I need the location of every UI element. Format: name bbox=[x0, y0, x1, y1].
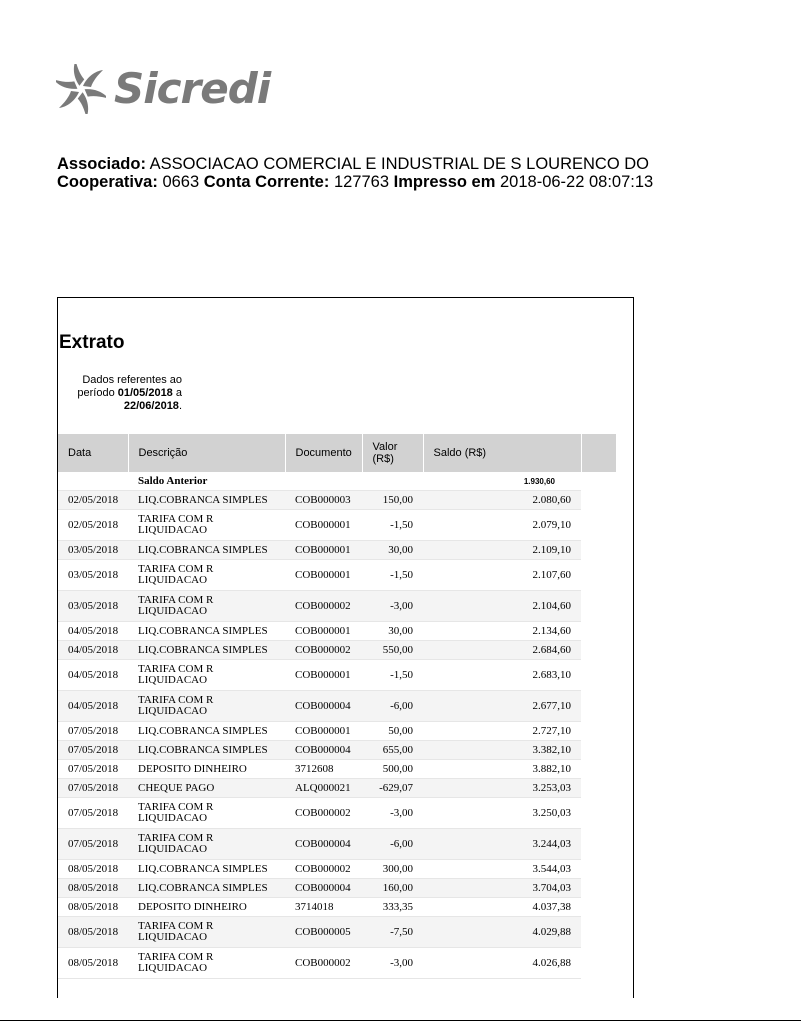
col-header-saldo: Saldo (R$) bbox=[423, 434, 581, 472]
cell-descricao: TARIFA COM R LIQUIDACAO bbox=[128, 917, 285, 948]
cell-valor: -3,00 bbox=[362, 798, 423, 829]
cell-saldo: 3.253,03 bbox=[423, 779, 581, 798]
cell-data: 04/05/2018 bbox=[58, 622, 128, 641]
cell-data: 02/05/2018 bbox=[58, 491, 128, 510]
table-row bbox=[58, 741, 616, 760]
table-row bbox=[58, 917, 616, 948]
cell-descricao: LIQ.COBRANCA SIMPLES bbox=[128, 879, 285, 898]
cell-valor: -7,50 bbox=[362, 917, 423, 948]
cell-documento: COB000004 bbox=[285, 879, 362, 898]
cell-documento: COB000001 bbox=[285, 541, 362, 560]
cell-data: 04/05/2018 bbox=[58, 691, 128, 722]
cell-valor: 500,00 bbox=[362, 760, 423, 779]
cell-valor: 30,00 bbox=[362, 622, 423, 641]
associado-label: Associado: bbox=[57, 155, 146, 173]
cell-documento: COB000002 bbox=[285, 860, 362, 879]
cell-saldo: 4.029,88 bbox=[423, 917, 581, 948]
cell-saldo: 3.882,10 bbox=[423, 760, 581, 779]
col-header-data: Data bbox=[58, 434, 128, 472]
cell-documento: COB000002 bbox=[285, 948, 362, 979]
cell-data: 08/05/2018 bbox=[58, 948, 128, 979]
cell-valor: 150,00 bbox=[362, 491, 423, 510]
cell-data: 03/05/2018 bbox=[58, 560, 128, 591]
cell-documento: COB000003 bbox=[285, 491, 362, 510]
period-line1: Dados referentes ao bbox=[82, 374, 182, 386]
cell-descricao: LIQ.COBRANCA SIMPLES bbox=[128, 641, 285, 660]
page-bottom-rule bbox=[0, 1020, 801, 1021]
cell-blank bbox=[581, 691, 616, 722]
table-row bbox=[58, 560, 616, 591]
period-line2 bbox=[66, 387, 182, 400]
cell-saldo: 2.134,60 bbox=[423, 622, 581, 641]
cell-data: 03/05/2018 bbox=[58, 541, 128, 560]
cell-documento: COB000005 bbox=[285, 917, 362, 948]
cell-blank bbox=[581, 660, 616, 691]
cell-saldo: 3.244,03 bbox=[423, 829, 581, 860]
impresso-value: 2018-06-22 08:07:13 bbox=[500, 173, 654, 191]
cell-valor: -629,07 bbox=[362, 779, 423, 798]
cell-documento: COB000002 bbox=[285, 641, 362, 660]
table-row bbox=[58, 879, 616, 898]
cell-descricao: TARIFA COM R LIQUIDACAO bbox=[128, 660, 285, 691]
cell-saldo: 2.104,60 bbox=[423, 591, 581, 622]
account-info bbox=[57, 155, 653, 191]
cell-data: 07/05/2018 bbox=[58, 798, 128, 829]
saldo-anterior-row bbox=[58, 472, 616, 491]
table-row bbox=[58, 722, 616, 741]
table-row bbox=[58, 779, 616, 798]
cell-documento: 3714018 bbox=[285, 898, 362, 917]
cell-descricao: LIQ.COBRANCA SIMPLES bbox=[128, 860, 285, 879]
cell-valor: -6,00 bbox=[362, 829, 423, 860]
cell-documento: COB000004 bbox=[285, 741, 362, 760]
cell-valor: 160,00 bbox=[362, 879, 423, 898]
statement-table bbox=[58, 434, 616, 979]
period-info bbox=[66, 374, 182, 413]
cell-saldo: 2.684,60 bbox=[423, 641, 581, 660]
cell-documento: COB000001 bbox=[285, 660, 362, 691]
cell-blank bbox=[581, 779, 616, 798]
table-row bbox=[58, 510, 616, 541]
cell-valor: 655,00 bbox=[362, 741, 423, 760]
table-row bbox=[58, 691, 616, 722]
cell-documento: ALQ000021 bbox=[285, 779, 362, 798]
cell-blank bbox=[581, 622, 616, 641]
col-header-documento: Documento bbox=[285, 434, 362, 472]
cell-descricao: TARIFA COM R LIQUIDACAO bbox=[128, 691, 285, 722]
cell-documento: COB000001 bbox=[285, 510, 362, 541]
cell-saldo: 4.037,38 bbox=[423, 898, 581, 917]
cell-descricao: LIQ.COBRANCA SIMPLES bbox=[128, 722, 285, 741]
cell-documento: COB000001 bbox=[285, 560, 362, 591]
cell-documento: 3712608 bbox=[285, 760, 362, 779]
cell-data: 04/05/2018 bbox=[58, 641, 128, 660]
cell-documento: COB000002 bbox=[285, 798, 362, 829]
cell-descricao: LIQ.COBRANCA SIMPLES bbox=[128, 622, 285, 641]
conta-label: Conta Corrente: bbox=[203, 173, 330, 191]
saldo-anterior-spacer bbox=[58, 472, 128, 491]
cell-blank bbox=[581, 798, 616, 829]
cell-valor: -1,50 bbox=[362, 660, 423, 691]
table-row bbox=[58, 860, 616, 879]
cell-documento: COB000002 bbox=[285, 591, 362, 622]
cell-blank bbox=[581, 898, 616, 917]
cell-saldo: 2.727,10 bbox=[423, 722, 581, 741]
cell-valor: -3,00 bbox=[362, 591, 423, 622]
cell-blank bbox=[581, 879, 616, 898]
cell-valor: 333,35 bbox=[362, 898, 423, 917]
cell-valor: -1,50 bbox=[362, 560, 423, 591]
cell-documento: COB000001 bbox=[285, 722, 362, 741]
cell-blank bbox=[581, 760, 616, 779]
sicredi-logo bbox=[56, 62, 270, 116]
associado-value: ASSOCIACAO COMERCIAL E INDUSTRIAL DE S LOURENCO DO bbox=[149, 155, 649, 173]
cell-blank bbox=[581, 560, 616, 591]
cell-blank bbox=[581, 641, 616, 660]
conta-value: 127763 bbox=[333, 173, 390, 191]
cell-blank bbox=[581, 860, 616, 879]
cell-saldo: 3.250,03 bbox=[423, 798, 581, 829]
cell-data: 02/05/2018 bbox=[58, 510, 128, 541]
cell-data: 04/05/2018 bbox=[58, 660, 128, 691]
col-header-descricao: Descrição bbox=[128, 434, 285, 472]
cell-blank bbox=[581, 948, 616, 979]
cell-data: 07/05/2018 bbox=[58, 829, 128, 860]
table-row bbox=[58, 660, 616, 691]
table-row bbox=[58, 898, 616, 917]
saldo-anterior-spacer bbox=[362, 472, 423, 491]
period-from: 01/05/2018 bbox=[117, 387, 173, 399]
cell-documento: COB000004 bbox=[285, 829, 362, 860]
cell-descricao: LIQ.COBRANCA SIMPLES bbox=[128, 541, 285, 560]
cell-data: 08/05/2018 bbox=[58, 898, 128, 917]
saldo-anterior-spacer bbox=[581, 472, 616, 491]
cell-data: 08/05/2018 bbox=[58, 917, 128, 948]
cell-descricao: TARIFA COM R LIQUIDACAO bbox=[128, 510, 285, 541]
table-row bbox=[58, 760, 616, 779]
cell-saldo: 4.026,88 bbox=[423, 948, 581, 979]
cell-valor: 30,00 bbox=[362, 541, 423, 560]
cell-descricao: LIQ.COBRANCA SIMPLES bbox=[128, 491, 285, 510]
cell-valor: 550,00 bbox=[362, 641, 423, 660]
period-line3 bbox=[66, 400, 182, 413]
sicredi-logo-icon bbox=[56, 64, 106, 114]
period-prefix: período bbox=[77, 387, 115, 399]
table-header bbox=[58, 434, 616, 472]
cell-descricao: LIQ.COBRANCA SIMPLES bbox=[128, 741, 285, 760]
cell-documento: COB000004 bbox=[285, 691, 362, 722]
table-row bbox=[58, 591, 616, 622]
table-row bbox=[58, 829, 616, 860]
table-row bbox=[58, 641, 616, 660]
cell-valor: -3,00 bbox=[362, 948, 423, 979]
period-end: . bbox=[178, 400, 182, 412]
cell-valor: 300,00 bbox=[362, 860, 423, 879]
cell-blank bbox=[581, 829, 616, 860]
cell-descricao: TARIFA COM R LIQUIDACAO bbox=[128, 560, 285, 591]
cell-valor: 50,00 bbox=[362, 722, 423, 741]
cell-descricao: DEPOSITO DINHEIRO bbox=[128, 898, 285, 917]
cell-saldo: 2.109,10 bbox=[423, 541, 581, 560]
saldo-anterior-spacer bbox=[285, 472, 362, 491]
cell-blank bbox=[581, 541, 616, 560]
cell-data: 07/05/2018 bbox=[58, 741, 128, 760]
period-to: 22/06/2018 bbox=[123, 400, 179, 412]
cell-saldo: 3.382,10 bbox=[423, 741, 581, 760]
col-header-valor: Valor (R$) bbox=[362, 434, 423, 472]
table-row bbox=[58, 622, 616, 641]
cell-data: 07/05/2018 bbox=[58, 722, 128, 741]
cell-blank bbox=[581, 741, 616, 760]
extrato-panel bbox=[57, 297, 634, 998]
cell-blank bbox=[581, 591, 616, 622]
cell-descricao: TARIFA COM R LIQUIDACAO bbox=[128, 829, 285, 860]
cell-blank bbox=[581, 491, 616, 510]
cell-data: 08/05/2018 bbox=[58, 860, 128, 879]
cell-descricao: CHEQUE PAGO bbox=[128, 779, 285, 798]
cell-saldo: 2.677,10 bbox=[423, 691, 581, 722]
cell-saldo: 3.544,03 bbox=[423, 860, 581, 879]
cell-descricao: TARIFA COM R LIQUIDACAO bbox=[128, 591, 285, 622]
saldo-anterior-label: Saldo Anterior bbox=[128, 472, 285, 491]
cell-data: 07/05/2018 bbox=[58, 779, 128, 798]
table-row bbox=[58, 798, 616, 829]
cell-saldo: 2.683,10 bbox=[423, 660, 581, 691]
cell-descricao: TARIFA COM R LIQUIDACAO bbox=[128, 948, 285, 979]
col-header-blank bbox=[581, 434, 616, 472]
table-row bbox=[58, 948, 616, 979]
cell-data: 03/05/2018 bbox=[58, 591, 128, 622]
cell-valor: -6,00 bbox=[362, 691, 423, 722]
extrato-title: Extrato bbox=[59, 332, 125, 353]
table-row bbox=[58, 491, 616, 510]
impresso-label: Impresso em bbox=[393, 173, 496, 191]
period-mid: a bbox=[175, 387, 182, 399]
cell-saldo: 3.704,03 bbox=[423, 879, 581, 898]
cell-valor: -1,50 bbox=[362, 510, 423, 541]
cell-saldo: 2.107,60 bbox=[423, 560, 581, 591]
cell-saldo: 2.080,60 bbox=[423, 491, 581, 510]
saldo-anterior-value: 1.930,60 bbox=[423, 472, 581, 491]
cell-saldo: 2.079,10 bbox=[423, 510, 581, 541]
table-row bbox=[58, 541, 616, 560]
cell-data: 07/05/2018 bbox=[58, 760, 128, 779]
cell-blank bbox=[581, 722, 616, 741]
cell-descricao: DEPOSITO DINHEIRO bbox=[128, 760, 285, 779]
cell-blank bbox=[581, 917, 616, 948]
cooperativa-label: Cooperativa: bbox=[57, 173, 158, 191]
cell-data: 08/05/2018 bbox=[58, 879, 128, 898]
cell-documento: COB000001 bbox=[285, 622, 362, 641]
sicredi-logo-text: Sicredi bbox=[114, 64, 271, 113]
cooperativa-line bbox=[57, 173, 653, 191]
cell-blank bbox=[581, 510, 616, 541]
cooperativa-value: 0663 bbox=[162, 173, 200, 191]
associado-line bbox=[57, 155, 653, 173]
cell-descricao: TARIFA COM R LIQUIDACAO bbox=[128, 798, 285, 829]
